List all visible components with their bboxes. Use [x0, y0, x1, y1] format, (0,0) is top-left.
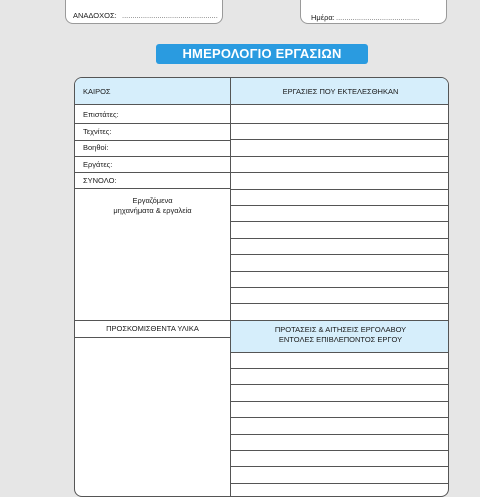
- row-divider: [75, 123, 230, 124]
- contractor-box: [65, 0, 223, 24]
- writing-line: [231, 254, 448, 255]
- writing-line: [231, 450, 448, 451]
- contractor-field[interactable]: ..............................................: [122, 11, 218, 20]
- technicians-label: Τεχνίτες:: [83, 127, 112, 136]
- work-log-table: [74, 77, 449, 497]
- requests-header: [231, 325, 449, 345]
- supervisors-label: Επιστάτες:: [83, 110, 119, 119]
- writing-line: [231, 287, 448, 288]
- date-box: [300, 0, 447, 24]
- contractor-label: ΑΝΑΔΟΧΟΣ:: [73, 11, 117, 20]
- materials-divider: [75, 337, 230, 338]
- requests-header-line2: ΕΝΤΟΛΕΣ ΕΠΙΒΛΕΠΟΝΤΟΣ ΕΡΓΟΥ: [278, 335, 403, 344]
- writing-line: [231, 139, 448, 140]
- writing-line: [231, 303, 448, 304]
- writing-line: [231, 483, 448, 484]
- writing-line: [231, 401, 448, 402]
- works-header: ΕΡΓΑΣΙΕΣ ΠΟΥ ΕΚΤΕΛΕΣΘΗΚΑΝ: [282, 87, 399, 96]
- writing-line: [231, 368, 448, 369]
- total-label: ΣΥΝΟΛΟ:: [83, 176, 117, 185]
- works-header-cell: [231, 78, 449, 104]
- row-divider: [75, 156, 230, 157]
- writing-line: [231, 320, 448, 321]
- column-divider: [230, 78, 231, 496]
- materials-header: ΠΡΟΣΚΟΜΙΣΘΕΝΤΑ ΥΛΙΚΑ: [106, 324, 199, 333]
- writing-line: [231, 205, 448, 206]
- requests-header-line1: ΠΡΟΤΑΣΕΙΣ & ΑΙΤΗΣΕΙΣ ΕΡΓΟΛΑΒΟΥ: [274, 325, 407, 334]
- writing-line: [231, 434, 448, 435]
- writing-line: [231, 238, 448, 239]
- weather-header: ΚΑΙΡΟΣ: [83, 87, 111, 96]
- writing-line: [231, 221, 448, 222]
- materials-header-cell: [75, 321, 230, 337]
- row-divider: [75, 172, 230, 173]
- header-divider: [75, 104, 448, 105]
- equipment-label-line1: Εργαζόμενα: [132, 196, 173, 205]
- equipment-label-line2: μηχανήματα & εργαλεία: [113, 206, 192, 215]
- writing-line: [231, 466, 448, 467]
- writing-line: [231, 172, 448, 173]
- writing-line: [231, 384, 448, 385]
- requests-divider: [231, 352, 448, 353]
- writing-line: [231, 189, 448, 190]
- writing-line: [231, 123, 448, 124]
- page-title: ΗΜΕΡΟΛΟΓΙΟ ΕΡΓΑΣΙΩΝ: [156, 44, 368, 64]
- writing-line: [231, 417, 448, 418]
- requests-header-cell: [231, 321, 449, 352]
- row-divider: [75, 188, 230, 189]
- writing-line: [231, 271, 448, 272]
- day-label: Ημέρα:: [311, 13, 335, 22]
- assistants-label: Βοηθοί:: [83, 143, 109, 152]
- row-divider: [75, 140, 230, 141]
- workers-label: Εργάτες:: [83, 160, 113, 169]
- day-field[interactable]: ........................................: [336, 13, 420, 22]
- weather-header-cell: [75, 78, 230, 104]
- writing-line: [231, 156, 448, 157]
- equipment-label: [75, 196, 230, 216]
